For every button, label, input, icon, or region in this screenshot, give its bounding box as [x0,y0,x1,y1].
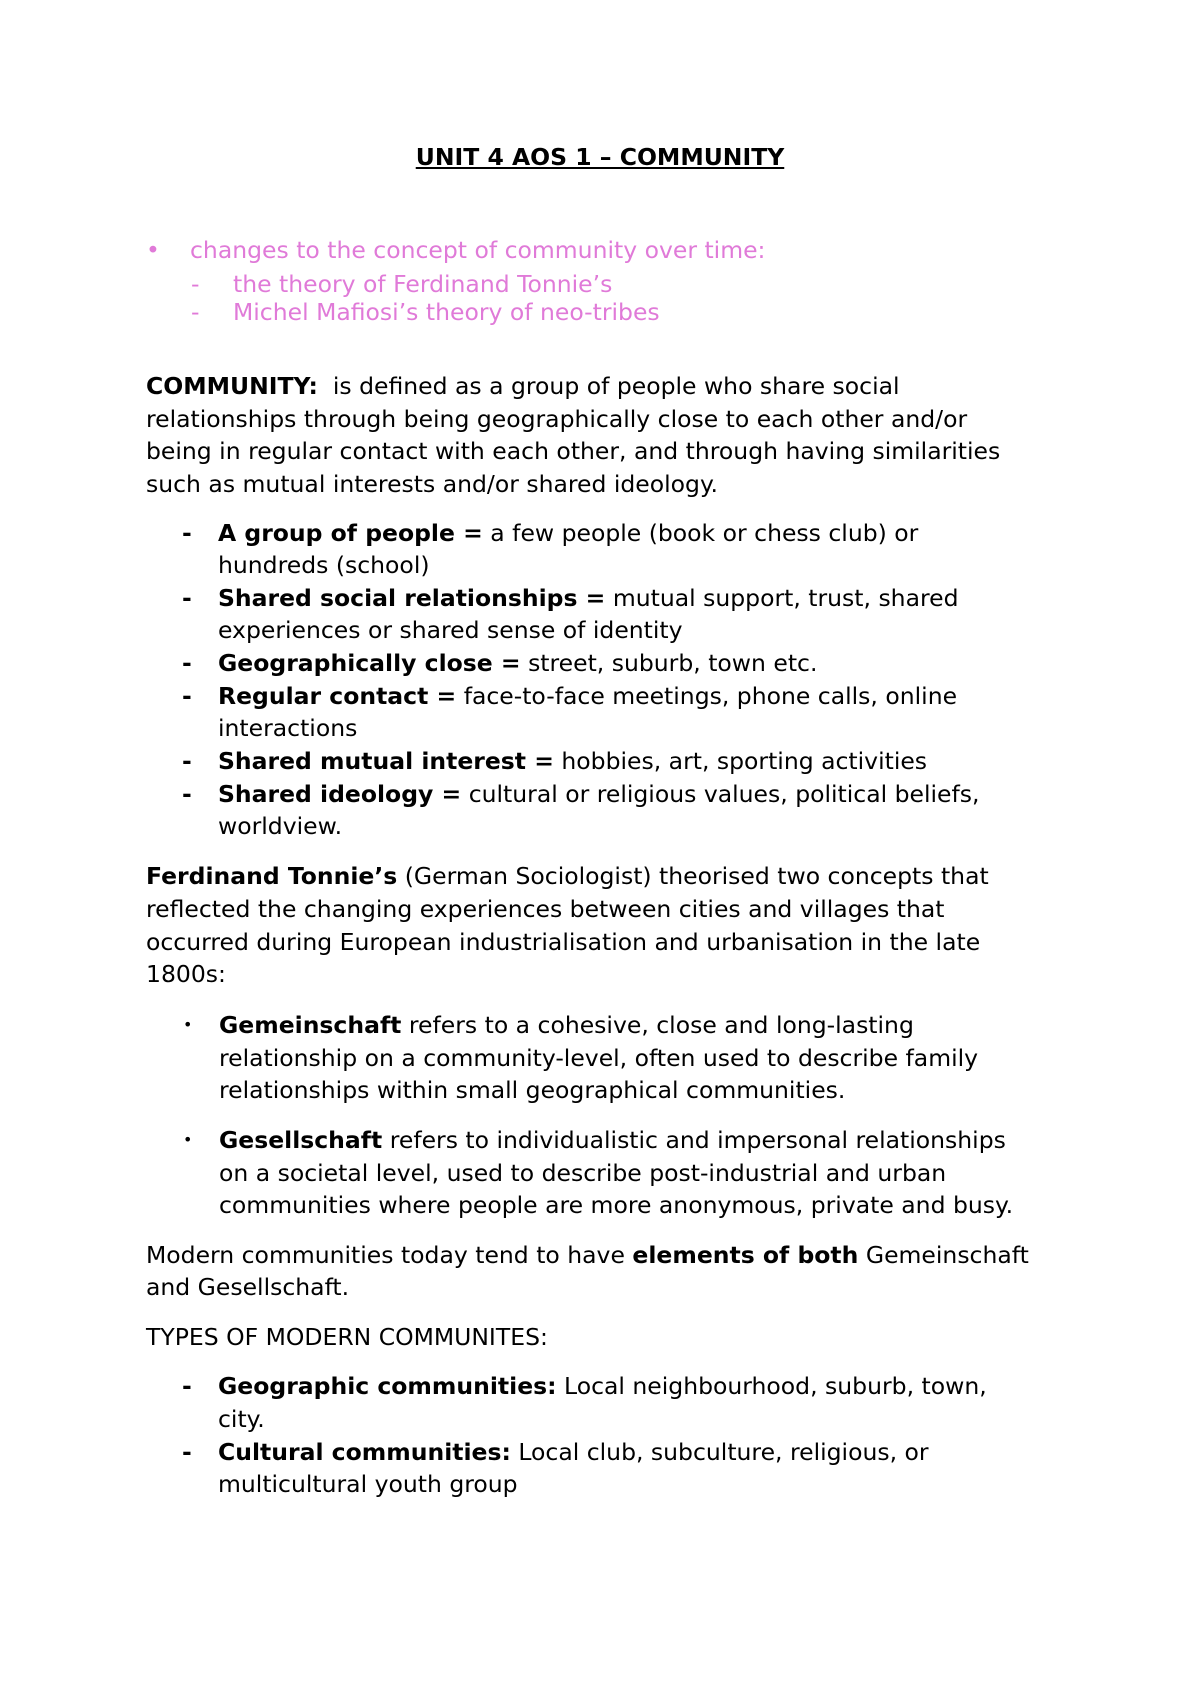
definition-line: such as mutual interests and/or shared ideology. [146,470,718,498]
definition-term: COMMUNITY: [146,372,318,400]
component-item [182,745,928,778]
dash-icon: - [182,519,192,547]
type-item [182,1370,987,1403]
component-text: experiences or shared sense of identity [218,616,683,644]
component-item [182,778,980,811]
definition-line [146,370,900,403]
component-item [182,647,818,680]
component-item [182,517,919,550]
modern-text: Gemeinschaft [865,1241,1029,1269]
modern-text: Modern communities today tend to have [146,1241,625,1269]
types-heading: TYPES OF MODERN COMMUNITES: [146,1323,548,1351]
component-text: face-to-face meetings, phone calls, online [463,682,958,710]
dash-icon: - [191,270,200,298]
type-term: Geographic communities: [218,1372,557,1400]
component-item [182,582,959,615]
bullet-icon: • [183,1130,193,1149]
component-text: worldview. [218,812,343,840]
dash-icon: - [191,298,200,326]
modern-line: and Gesellschaft. [146,1273,350,1301]
dash-icon: - [182,649,192,677]
dash-icon: - [182,780,192,808]
component-term: Regular contact = [218,682,457,710]
modern-line [146,1239,1029,1272]
tonnies-line: reflected the changing experiences between cities and villages that [146,895,945,923]
component-term: Geographically close = [218,649,521,677]
page-title: UNIT 4 AOS 1 – COMMUNITY [415,143,785,171]
concept-text: relationship on a community-level, often used to describe family [219,1044,979,1072]
concept-item [183,1009,914,1042]
concept-term: Gemeinschaft [219,1011,402,1039]
tonnies-text: (German Sociologist) theorised two concepts that [404,862,989,890]
component-term: Shared social relationships = [218,584,606,612]
outline-heading [146,234,766,267]
component-term: A group of people = [218,519,483,547]
type-text: multicultural youth group [218,1470,518,1498]
concept-text: on a societal level, used to describe post-industrial and urban [219,1159,947,1187]
component-text: hobbies, art, sporting activities [561,747,928,775]
concept-text: refers to individualistic and impersonal relationships [389,1126,1006,1154]
tonnies-name: Ferdinand Tonnie’s [146,862,398,890]
type-text: Local neighbourhood, suburb, town, [564,1372,987,1400]
component-term: Shared mutual interest = [218,747,554,775]
type-text: Local club, subculture, religious, or [518,1438,929,1466]
definition-text: is defined as a group of people who share social [332,372,900,400]
component-text: street, suburb, town etc. [528,649,818,677]
concept-item [183,1124,1006,1157]
outline-heading-text: changes to the concept of community over time: [190,236,766,264]
component-text: mutual support, trust, shared [612,584,959,612]
outline-item [191,296,660,329]
bullet-icon: • [146,236,160,264]
dash-icon: - [182,1438,192,1466]
definition-line: relationships through being geographically close to each other and/or [146,405,968,433]
component-text: a few people (book or chess club) or [490,519,919,547]
tonnies-line: 1800s: [146,960,226,988]
dash-icon: - [182,682,192,710]
dash-icon: - [182,1372,192,1400]
concept-text: relationships within small geographical communities. [219,1076,846,1104]
concept-text: communities where people are more anonymous, private and busy. [219,1191,1014,1219]
component-text: interactions [218,714,358,742]
tonnies-line: occurred during European industrialisation and urbanisation in the late [146,928,981,956]
dash-icon: - [182,584,192,612]
dash-icon: - [182,747,192,775]
outline-item-text: the theory of Ferdinand Tonnie’s [233,270,613,298]
modern-emphasis: elements of both [632,1241,859,1269]
type-item [182,1436,929,1469]
type-text: city. [218,1405,265,1433]
component-term: Shared ideology = [218,780,462,808]
type-term: Cultural communities: [218,1438,511,1466]
definition-line: being in regular contact with each other, and through having similarities [146,437,1001,465]
outline-item-text: Michel Mafiosi’s theory of neo-tribes [233,298,660,326]
bullet-icon: • [183,1015,193,1034]
component-text: hundreds (school) [218,551,430,579]
tonnies-line [146,860,989,893]
component-text: cultural or religious values, political beliefs, [468,780,980,808]
concept-term: Gesellschaft [219,1126,383,1154]
component-item [182,680,958,713]
concept-text: refers to a cohesive, close and long-lasting [408,1011,914,1039]
